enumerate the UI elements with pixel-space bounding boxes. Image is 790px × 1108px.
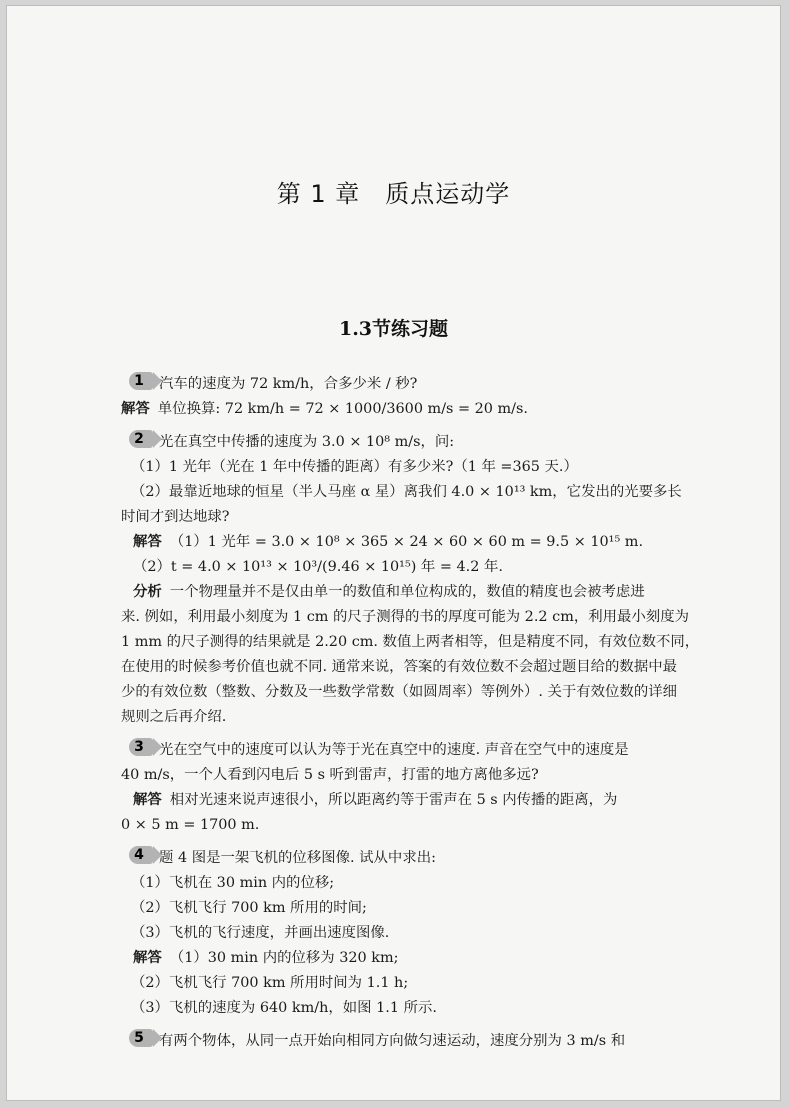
line-text: 相对光速来说声速很小，所以距离约等于雷声在 5 s 内传播的距离，为 xyxy=(169,792,618,808)
line-text: 时间才到达地球? xyxy=(121,509,230,525)
keyword-label: 解答 xyxy=(133,950,162,966)
text-line xyxy=(121,630,741,655)
line-text: （1）飞机在 30 min 内的位移; xyxy=(131,875,335,891)
text-line xyxy=(121,505,741,530)
text-line xyxy=(121,871,741,896)
keyword-label: 解答 xyxy=(121,401,150,417)
paragraph-gap xyxy=(121,838,741,846)
line-text: （1）30 min 内的位移为 320 km; xyxy=(169,950,399,966)
question-number: 3 xyxy=(134,739,144,755)
answer-line xyxy=(121,397,741,422)
question-number: 1 xyxy=(134,373,144,389)
question-line xyxy=(121,846,741,871)
line-text: （1）1 光年 = 3.0 × 10⁸ × 365 × 24 × 60 × 60 m = 9.5 × 10¹⁵ m. xyxy=(169,534,644,550)
line-text: （1）1 光年（光在 1 年中传播的距离）有多少米?（1 年 =365 天.） xyxy=(131,459,578,475)
question-number: 4 xyxy=(134,847,144,863)
line-text: 题 4 图是一架飞机的位移图像. 试从中求出: xyxy=(159,850,436,866)
question-number-badge xyxy=(129,372,153,390)
line-text: （2）飞机飞行 700 km 所用的时间; xyxy=(131,900,367,916)
line-text: 单位换算: 72 km/h = 72 × 1000/3600 m/s = 20 m/s. xyxy=(157,401,528,417)
text-line xyxy=(121,605,741,630)
line-text: 一个物理量并不是仅由单一的数值和单位构成的，数值的精度也会被考虑进 xyxy=(169,584,645,600)
paragraph-gap xyxy=(121,422,741,430)
question-number: 5 xyxy=(134,1030,144,1046)
exercise-content xyxy=(121,372,741,1054)
keyword-label: 解答 xyxy=(133,792,162,808)
line-text: 0 × 5 m = 1700 m. xyxy=(121,817,260,833)
text-line xyxy=(121,480,741,505)
line-text: 有两个物体，从同一点开始向相同方向做匀速运动，速度分别为 3 m/s 和 xyxy=(159,1033,626,1049)
line-text: （3）飞机的速度为 640 km/h，如图 1.1 所示. xyxy=(131,1000,437,1016)
text-line xyxy=(121,705,741,730)
line-text: 光在空气中的速度可以认为等于光在真空中的速度. 声音在空气中的速度是 xyxy=(159,742,629,758)
line-text: 规则之后再介绍. xyxy=(121,709,227,725)
question-number: 2 xyxy=(134,431,144,447)
text-line xyxy=(121,813,741,838)
line-text: （2）最靠近地球的恒星（半人马座 α 星）离我们 4.0 × 10¹³ km，它发出的光要多长 xyxy=(131,484,682,500)
answer-line xyxy=(121,946,741,971)
text-line xyxy=(121,763,741,788)
line-text: （3）飞机的飞行速度，并画出速度图像. xyxy=(131,925,390,941)
chapter-title: 第 1 章 质点运动学 xyxy=(276,180,511,208)
answer-line xyxy=(121,530,741,555)
keyword-label: 解答 xyxy=(133,534,162,550)
paragraph-gap xyxy=(121,730,741,738)
line-text: （2）飞机飞行 700 km 所用时间为 1.1 h; xyxy=(131,975,409,991)
line-text: 1 mm 的尺子测得的结果就是 2.20 cm. 数值上两者相等，但是精度不同，有效位数不同， xyxy=(121,634,700,650)
text-line xyxy=(121,680,741,705)
answer-line xyxy=(121,788,741,813)
question-line xyxy=(121,372,741,397)
question-number-badge xyxy=(129,430,153,448)
text-line xyxy=(121,896,741,921)
question-number-badge xyxy=(129,738,153,756)
keyword-label: 分析 xyxy=(133,584,162,600)
line-text: 来. 例如，利用最小刻度为 1 cm 的尺子测得的书的厚度可能为 2.2 cm，利用最小刻度为 xyxy=(121,609,689,625)
line-text: 光在真空中传播的速度为 3.0 × 10⁸ m/s，问: xyxy=(159,434,455,450)
line-text: 汽车的速度为 72 km/h，合多少米 / 秒? xyxy=(159,376,418,392)
text-line xyxy=(121,455,741,480)
question-line xyxy=(121,430,741,455)
question-number-badge xyxy=(129,1029,153,1047)
question-line xyxy=(121,1029,741,1054)
text-line xyxy=(121,555,741,580)
line-text: 40 m/s，一个人看到闪电后 5 s 听到雷声，打雷的地方离他多远? xyxy=(121,767,539,783)
text-line xyxy=(121,655,741,680)
question-line xyxy=(121,738,741,763)
answer-line xyxy=(121,580,741,605)
question-number-badge xyxy=(129,846,153,864)
document-page xyxy=(6,5,781,1101)
line-text: 在使用的时候参考价值也就不同. 通常来说，答案的有效位数不会超过题目给的数据中最 xyxy=(121,659,677,675)
section-title: 1.3节练习题 xyxy=(338,318,449,340)
text-line xyxy=(121,921,741,946)
paragraph-gap xyxy=(121,1021,741,1029)
line-text: 少的有效位数（整数、分数及一些数学常数（如圆周率）等例外）. 关于有效位数的详细 xyxy=(121,684,677,700)
text-line xyxy=(121,971,741,996)
text-line xyxy=(121,996,741,1021)
line-text: （2）t = 4.0 × 10¹³ × 10³/(9.46 × 10¹⁵) 年 = 4.2 年. xyxy=(133,559,503,575)
